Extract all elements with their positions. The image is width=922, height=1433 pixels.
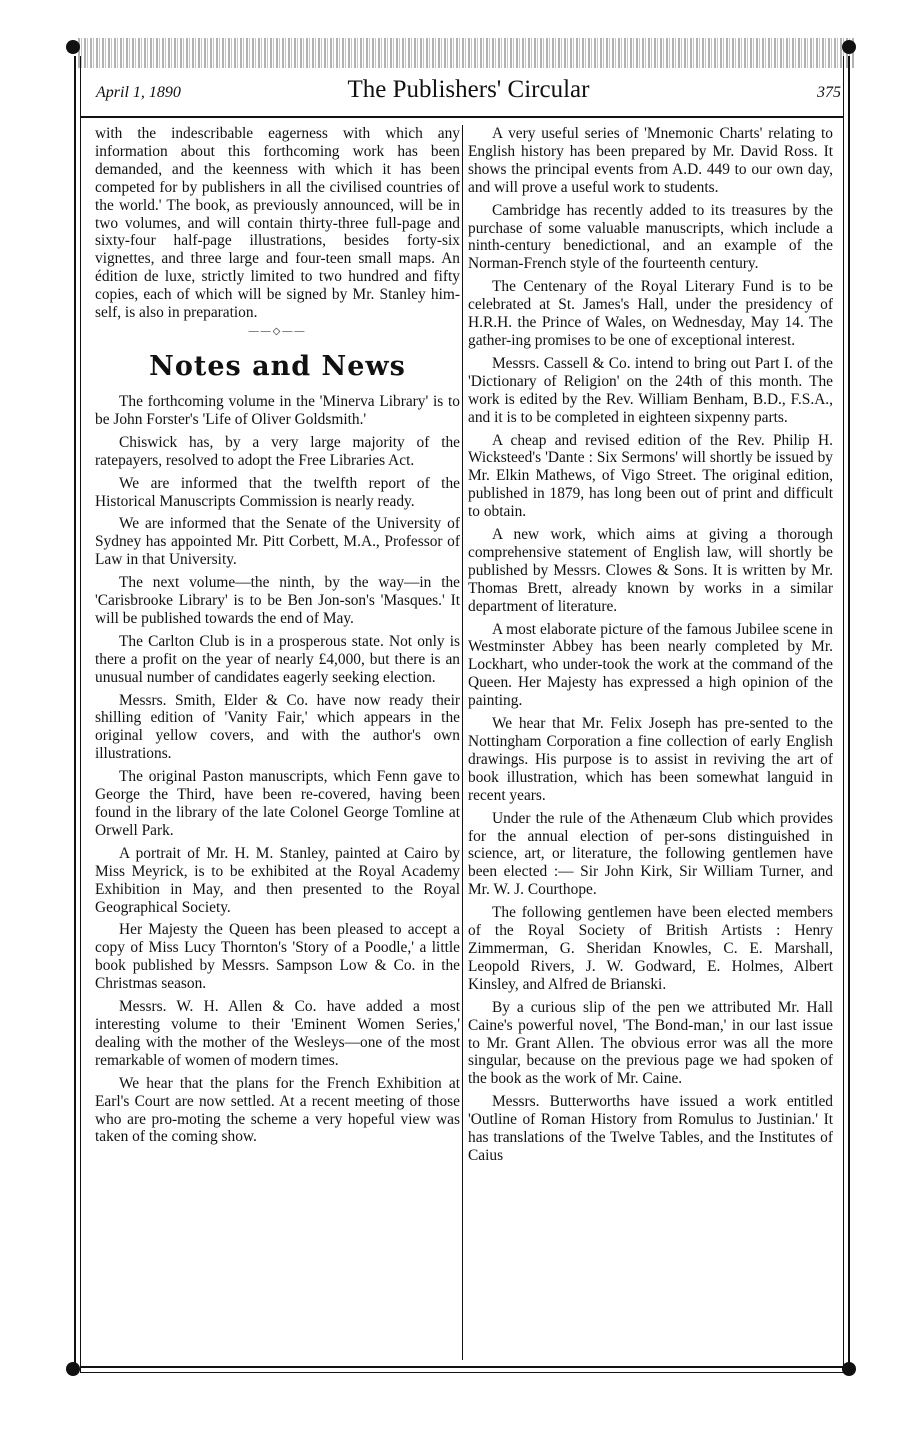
news-paragraph: The original Paston manuscripts, which Fenn gave to George the Third, have been re-covered, having been found in the library of the late Colonel George Tomline at Orwell Park. [95, 768, 460, 839]
news-paragraph: A most elaborate picture of the famous Jubilee scene in Westminster Abbey has been nearly completed by Mr. Lockhart, who under-took the work at the command of the Queen. Her Majesty has expressed a high opinion of the painting. [468, 620, 833, 710]
news-paragraph: Chiswick has, by a very large majority of the ratepayers, resolved to adopt the Free Libraries Act. [95, 433, 460, 469]
news-paragraph: We hear that Mr. Felix Joseph has pre-sented to the Nottingham Corporation a fine collection of early English drawings. His purpose is to assist in reviving the art of book illustration, which has been somewhat languid in recent years. [468, 715, 833, 804]
news-paragraph: We hear that the plans for the French Exhibition at Earl's Court are now settled. At a recent meeting of those who are pro-moting the scheme a very hopeful view was taken of the coming show. [95, 1074, 460, 1146]
news-paragraph: The forthcoming volume in the 'Minerva Library' is to be John Forster's 'Life of Oliver Goldsmith.' [95, 392, 460, 428]
news-paragraph: Cambridge has recently added to its treasures by the purchase of some valuable manuscripts, which include a ninth-century benedictional, and an example of the Norman-French style of the fourteenth century. [468, 201, 833, 273]
corner-ornament-top-left [66, 40, 80, 54]
intro-continuation: with the indescribable eagerness with which any information about this forthcoming work has been demanded, and the keenness with which it has been competed for by publishers in all the civilised countries of the world.' The book, as previously announced, will be in two volumes, and will contain thirty-three full-page and sixty-four half-page illustrations, besides forty-six vignettes, and three large and four-teen small maps. An édition de luxe, strictly limited to two hundred and fifty copies, each of which will be signed by Mr. Stanley him-self, is also in preparation. [95, 125, 460, 322]
page-header [96, 76, 841, 110]
news-paragraph: We are informed that the twelfth report of the Historical Manuscripts Commission is nearly ready. [95, 474, 460, 510]
news-paragraph: The Carlton Club is in a prosperous state. Not only is there a profit on the year of nearly £4,000, but there is an unusual number of candidates eagerly seeking election. [95, 632, 460, 686]
news-paragraph: A cheap and revised edition of the Rev. Philip H. Wicksteed's 'Dante : Six Sermons' will shortly be issued by Mr. Elkin Mathews, of Vigo Street. The original edition, published in 1879, has long been out of print and difficult to obtain. [468, 431, 833, 521]
news-paragraph: Her Majesty the Queen has been pleased to accept a copy of Miss Lucy Thornton's 'Story of a Poodle,' a little book published by Messrs. Sampson Low & Co. in the Christmas season. [95, 921, 460, 993]
corner-ornament-top-right [842, 40, 856, 54]
frame-right-outer [848, 56, 850, 1372]
news-paragraph: Messrs. Cassell & Co. intend to bring out Part I. of the 'Dictionary of Religion' on the 24th of this month. The work is edited by the Rev. William Benham, B.D., F.S.A., and it is to be completed in eighteen sixpenny parts. [468, 354, 833, 426]
news-paragraph: The next volume—the ninth, by the way—in the 'Carisbrooke Library' is to be Ben Jon-son's 'Masques.' It will be published towards the end of May. [95, 574, 460, 627]
frame-left-inner [80, 56, 81, 1372]
news-paragraph: We are informed that the Senate of the University of Sydney has appointed Mr. Pitt Corbett, M.A., Professor of Law in that University. [95, 515, 460, 569]
section-title: Notes and News [149, 350, 406, 382]
news-paragraph: The Centenary of the Royal Literary Fund is to be celebrated at St. James's Hall, under the presidency of H.R.H. the Prince of Wales, on Wednesday, May 14. The gather-ing promises to be one of exceptional interest. [468, 278, 833, 349]
news-paragraph: The following gentlemen have been elected members of the Royal Society of British Artists : Henry Zimmerman, G. Sheridan Knowles, C. E. Marshall, Leopold Rivers, J. W. Godward, E. Holmes, Albert Kinsley, and Alfred de Brianski. [468, 904, 833, 993]
right-column [468, 125, 833, 1170]
news-paragraph: Messrs. Butterworths have issued a work entitled 'Outline of Roman History from Romulus to Justinian.' It has translations of the Twelve Tables, and the Institutes of Caius [468, 1093, 833, 1164]
page-number: 375 [817, 84, 841, 101]
news-paragraph: Under the rule of the Athenæum Club which provides for the annual election of per-sons distinguished in science, art, or literature, the following gentlemen have been elected :— Sir John Kirk, Sir William Turner, and Mr. W. J. Courthope. [468, 809, 833, 899]
header-rule [80, 116, 844, 118]
section-ornament-rule: ——◇—— [248, 325, 307, 337]
left-column [95, 125, 460, 1151]
news-paragraph: A very useful series of 'Mnemonic Charts' relating to English history has been prepared by Mr. David Ross. It shows the principal events from A.D. 449 to our own day, and will prove a useful work to students. [468, 125, 833, 196]
frame-left-outer [74, 56, 76, 1372]
bottom-rule [80, 1366, 844, 1368]
news-paragraph: A portrait of Mr. H. M. Stanley, painted at Cairo by Miss Meyrick, is to be exhibited at the Royal Academy Exhibition in May, and then presented to the Royal Geographical Society. [95, 844, 460, 916]
publication-title: The Publishers' Circular [347, 76, 590, 103]
frame-right-inner [843, 56, 844, 1372]
top-decorative-band [78, 38, 854, 68]
column-divider [462, 125, 463, 1360]
news-paragraph: Messrs. Smith, Elder & Co. have now ready their shilling edition of 'Vanity Fair,' which appears in the original yellow covers, and with the author's own illustrations. [95, 691, 460, 763]
news-paragraph: By a curious slip of the pen we attributed Mr. Hall Caine's powerful novel, 'The Bond-man,' in our last issue to Mr. Grant Allen. The obvious error was all the more singular, because on the previous page we had spoken of the book as the work of Mr. Caine. [468, 998, 833, 1088]
news-paragraph: Messrs. W. H. Allen & Co. have added a most interesting volume to their 'Eminent Women Series,' dealing with the mother of the Wesleys—one of the most remarkable of women of modern times. [95, 998, 460, 1069]
bottom-rule-thin [80, 1372, 844, 1373]
news-paragraph: A new work, which aims at giving a thorough comprehensive statement of English law, will shortly be published by Messrs. Clowes & Sons. It is written by Mr. Thomas Brett, already known by works in a similar department of literature. [468, 526, 833, 615]
issue-date: April 1, 1890 [96, 84, 181, 101]
corner-ornament-bottom-left [66, 1362, 80, 1376]
